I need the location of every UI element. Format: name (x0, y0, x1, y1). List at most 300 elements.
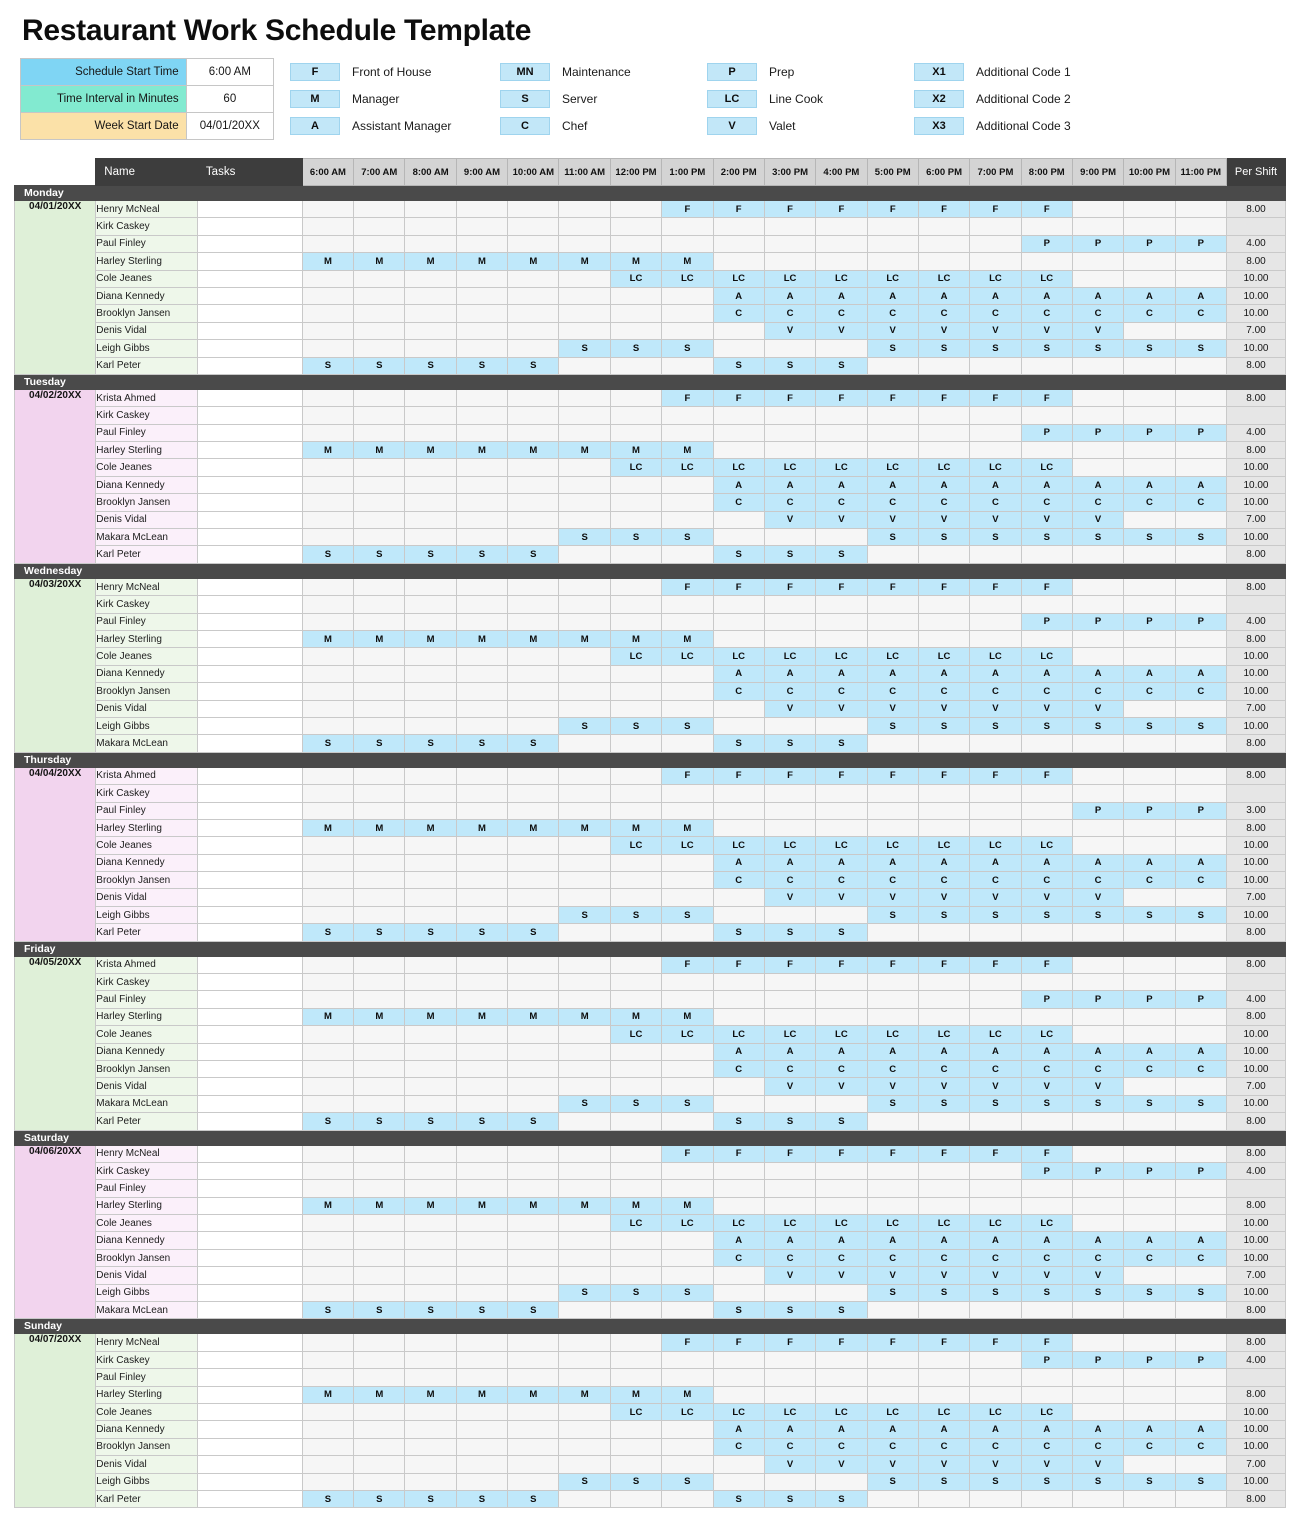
shift-slot[interactable] (354, 1078, 405, 1095)
shift-slot[interactable]: C (816, 1249, 867, 1266)
shift-slot[interactable]: M (559, 442, 610, 459)
shift-slot[interactable]: A (1124, 854, 1175, 871)
shift-slot[interactable] (610, 1334, 661, 1351)
shift-slot[interactable]: V (970, 700, 1021, 717)
shift-slot[interactable] (559, 305, 610, 322)
shift-slot[interactable]: S (405, 735, 456, 752)
shift-slot[interactable] (405, 1078, 456, 1095)
shift-slot[interactable] (1124, 889, 1175, 906)
shift-slot[interactable] (867, 1197, 918, 1214)
shift-slot[interactable] (354, 511, 405, 528)
shift-slot[interactable]: A (1175, 1232, 1226, 1249)
shift-slot[interactable]: S (662, 1473, 713, 1490)
shift-slot[interactable]: A (1175, 476, 1226, 493)
shift-slot[interactable]: A (816, 1421, 867, 1438)
employee-name[interactable]: Karl Peter (96, 357, 198, 374)
employee-tasks[interactable] (197, 1008, 302, 1025)
shift-slot[interactable] (662, 546, 713, 563)
shift-slot[interactable]: A (970, 665, 1021, 682)
shift-slot[interactable]: S (302, 546, 353, 563)
shift-slot[interactable]: A (816, 854, 867, 871)
shift-slot[interactable] (713, 802, 764, 819)
employee-tasks[interactable] (197, 1421, 302, 1438)
shift-slot[interactable]: S (456, 546, 507, 563)
shift-slot[interactable] (713, 1180, 764, 1197)
shift-slot[interactable] (1072, 1145, 1123, 1162)
shift-slot[interactable] (867, 218, 918, 235)
shift-slot[interactable]: M (610, 1386, 661, 1403)
shift-slot[interactable] (508, 235, 559, 252)
shift-slot[interactable] (1072, 1113, 1123, 1130)
shift-slot[interactable] (918, 424, 969, 441)
shift-slot[interactable] (508, 1078, 559, 1095)
shift-slot[interactable]: C (1175, 1060, 1226, 1077)
shift-slot[interactable] (1124, 837, 1175, 854)
shift-slot[interactable] (662, 785, 713, 802)
shift-slot[interactable]: M (302, 442, 353, 459)
shift-slot[interactable] (508, 974, 559, 991)
shift-slot[interactable]: S (1124, 1473, 1175, 1490)
shift-slot[interactable]: C (867, 683, 918, 700)
shift-slot[interactable]: P (1021, 613, 1072, 630)
shift-slot[interactable]: V (918, 889, 969, 906)
shift-slot[interactable]: S (662, 529, 713, 546)
shift-slot[interactable] (1124, 924, 1175, 941)
shift-slot[interactable]: V (918, 1078, 969, 1095)
shift-slot[interactable]: P (1021, 1162, 1072, 1179)
shift-slot[interactable] (918, 407, 969, 424)
shift-slot[interactable]: V (1072, 511, 1123, 528)
shift-slot[interactable] (559, 991, 610, 1008)
shift-slot[interactable]: LC (918, 270, 969, 287)
shift-slot[interactable]: M (662, 630, 713, 647)
shift-slot[interactable] (508, 1369, 559, 1386)
employee-tasks[interactable] (197, 924, 302, 941)
shift-slot[interactable] (405, 1369, 456, 1386)
shift-slot[interactable]: M (354, 1008, 405, 1025)
shift-slot[interactable]: S (1072, 340, 1123, 357)
shift-slot[interactable] (1072, 1215, 1123, 1232)
shift-slot[interactable]: V (1021, 889, 1072, 906)
employee-tasks[interactable] (197, 1267, 302, 1284)
shift-slot[interactable] (867, 1369, 918, 1386)
shift-slot[interactable]: S (918, 717, 969, 734)
employee-tasks[interactable] (197, 889, 302, 906)
shift-slot[interactable]: S (1021, 906, 1072, 923)
shift-slot[interactable]: P (1072, 991, 1123, 1008)
shift-slot[interactable]: S (456, 1113, 507, 1130)
shift-slot[interactable]: S (559, 1095, 610, 1112)
shift-slot[interactable] (918, 785, 969, 802)
employee-name[interactable]: Diana Kennedy (96, 1421, 198, 1438)
employee-name[interactable]: Diana Kennedy (96, 287, 198, 304)
shift-slot[interactable]: F (764, 956, 815, 973)
shift-slot[interactable]: C (918, 1249, 969, 1266)
shift-slot[interactable]: S (610, 1095, 661, 1112)
shift-slot[interactable] (1021, 1180, 1072, 1197)
shift-slot[interactable]: S (1021, 340, 1072, 357)
shift-slot[interactable] (456, 218, 507, 235)
shift-slot[interactable] (867, 1302, 918, 1319)
shift-slot[interactable] (1021, 735, 1072, 752)
shift-slot[interactable]: A (970, 287, 1021, 304)
shift-slot[interactable]: P (1021, 424, 1072, 441)
shift-slot[interactable] (354, 683, 405, 700)
shift-slot[interactable]: S (405, 1302, 456, 1319)
shift-slot[interactable]: A (1021, 287, 1072, 304)
employee-tasks[interactable] (197, 305, 302, 322)
employee-name[interactable]: Brooklyn Jansen (96, 872, 198, 889)
shift-slot[interactable] (1021, 1113, 1072, 1130)
shift-slot[interactable]: P (1021, 1351, 1072, 1368)
shift-slot[interactable]: LC (662, 1026, 713, 1043)
shift-slot[interactable] (764, 802, 815, 819)
shift-slot[interactable] (610, 578, 661, 595)
shift-slot[interactable]: C (970, 494, 1021, 511)
shift-slot[interactable] (405, 889, 456, 906)
shift-slot[interactable] (816, 1473, 867, 1490)
shift-slot[interactable] (508, 511, 559, 528)
shift-slot[interactable]: F (1021, 956, 1072, 973)
shift-slot[interactable] (456, 1145, 507, 1162)
shift-slot[interactable] (662, 683, 713, 700)
shift-slot[interactable]: F (816, 1145, 867, 1162)
shift-slot[interactable] (559, 511, 610, 528)
shift-slot[interactable]: A (816, 1043, 867, 1060)
shift-slot[interactable] (508, 1180, 559, 1197)
shift-slot[interactable] (867, 819, 918, 836)
shift-slot[interactable] (970, 802, 1021, 819)
employee-name[interactable]: Henry McNeal (96, 201, 198, 218)
shift-slot[interactable]: C (1175, 872, 1226, 889)
shift-slot[interactable]: M (456, 819, 507, 836)
shift-slot[interactable]: M (508, 442, 559, 459)
shift-slot[interactable]: A (1072, 1043, 1123, 1060)
shift-slot[interactable]: LC (918, 648, 969, 665)
shift-slot[interactable] (713, 1162, 764, 1179)
shift-slot[interactable] (918, 235, 969, 252)
shift-slot[interactable] (764, 1284, 815, 1301)
shift-slot[interactable]: C (867, 494, 918, 511)
shift-slot[interactable] (970, 596, 1021, 613)
shift-slot[interactable] (302, 683, 353, 700)
shift-slot[interactable] (713, 717, 764, 734)
shift-slot[interactable] (559, 1215, 610, 1232)
shift-slot[interactable] (970, 991, 1021, 1008)
shift-slot[interactable]: M (662, 253, 713, 270)
shift-slot[interactable] (508, 1162, 559, 1179)
shift-slot[interactable] (508, 872, 559, 889)
shift-slot[interactable] (302, 1334, 353, 1351)
shift-slot[interactable] (970, 613, 1021, 630)
employee-name[interactable]: Brooklyn Jansen (96, 305, 198, 322)
shift-slot[interactable]: LC (970, 459, 1021, 476)
shift-slot[interactable] (354, 1232, 405, 1249)
shift-slot[interactable] (1175, 974, 1226, 991)
shift-slot[interactable] (559, 1113, 610, 1130)
shift-slot[interactable]: S (764, 735, 815, 752)
shift-slot[interactable] (354, 974, 405, 991)
shift-slot[interactable] (405, 287, 456, 304)
shift-slot[interactable]: A (1175, 665, 1226, 682)
employee-tasks[interactable] (197, 1249, 302, 1266)
shift-slot[interactable]: C (970, 1060, 1021, 1077)
shift-slot[interactable]: LC (764, 1404, 815, 1421)
shift-slot[interactable] (456, 1456, 507, 1473)
shift-slot[interactable]: C (1175, 494, 1226, 511)
shift-slot[interactable] (1175, 578, 1226, 595)
shift-slot[interactable]: V (867, 700, 918, 717)
shift-slot[interactable]: S (1175, 529, 1226, 546)
shift-slot[interactable] (1124, 1490, 1175, 1507)
shift-slot[interactable] (662, 1162, 713, 1179)
shift-slot[interactable] (456, 494, 507, 511)
shift-slot[interactable] (456, 1473, 507, 1490)
shift-slot[interactable] (456, 322, 507, 339)
employee-tasks[interactable] (197, 974, 302, 991)
employee-tasks[interactable] (197, 1078, 302, 1095)
shift-slot[interactable] (662, 613, 713, 630)
shift-slot[interactable] (559, 889, 610, 906)
shift-slot[interactable] (970, 1351, 1021, 1368)
shift-slot[interactable] (970, 924, 1021, 941)
shift-slot[interactable] (918, 630, 969, 647)
shift-slot[interactable]: F (970, 201, 1021, 218)
employee-name[interactable]: Makara McLean (96, 735, 198, 752)
shift-slot[interactable] (354, 1026, 405, 1043)
shift-slot[interactable]: S (302, 1490, 353, 1507)
shift-slot[interactable] (867, 924, 918, 941)
shift-slot[interactable] (1072, 389, 1123, 406)
shift-slot[interactable] (302, 459, 353, 476)
employee-name[interactable]: Paul Finley (96, 991, 198, 1008)
employee-tasks[interactable] (197, 906, 302, 923)
shift-slot[interactable] (559, 613, 610, 630)
employee-tasks[interactable] (197, 424, 302, 441)
shift-slot[interactable]: S (559, 717, 610, 734)
shift-slot[interactable] (970, 974, 1021, 991)
employee-name[interactable]: Paul Finley (96, 235, 198, 252)
shift-slot[interactable]: P (1175, 1162, 1226, 1179)
shift-slot[interactable]: C (918, 305, 969, 322)
shift-slot[interactable]: C (816, 683, 867, 700)
shift-slot[interactable]: S (610, 1473, 661, 1490)
shift-slot[interactable] (302, 956, 353, 973)
shift-slot[interactable]: LC (764, 270, 815, 287)
employee-name[interactable]: Harley Sterling (96, 442, 198, 459)
shift-slot[interactable] (713, 1351, 764, 1368)
shift-slot[interactable]: M (456, 253, 507, 270)
shift-slot[interactable] (816, 1284, 867, 1301)
shift-slot[interactable]: P (1072, 1351, 1123, 1368)
shift-slot[interactable] (1175, 1404, 1226, 1421)
shift-slot[interactable] (559, 1060, 610, 1077)
shift-slot[interactable] (764, 529, 815, 546)
shift-slot[interactable]: LC (918, 837, 969, 854)
shift-slot[interactable]: LC (764, 648, 815, 665)
shift-slot[interactable] (354, 1267, 405, 1284)
shift-slot[interactable]: A (970, 854, 1021, 871)
shift-slot[interactable]: S (456, 1302, 507, 1319)
shift-slot[interactable] (559, 974, 610, 991)
shift-slot[interactable] (302, 665, 353, 682)
shift-slot[interactable] (1124, 956, 1175, 973)
shift-slot[interactable] (713, 442, 764, 459)
shift-slot[interactable]: A (1124, 1043, 1175, 1060)
shift-slot[interactable]: S (1021, 529, 1072, 546)
employee-tasks[interactable] (197, 1197, 302, 1214)
shift-slot[interactable]: LC (918, 1404, 969, 1421)
shift-slot[interactable]: A (1124, 287, 1175, 304)
shift-slot[interactable] (816, 1180, 867, 1197)
shift-slot[interactable] (302, 1351, 353, 1368)
shift-slot[interactable] (1124, 459, 1175, 476)
shift-slot[interactable]: V (1072, 1267, 1123, 1284)
shift-slot[interactable] (559, 494, 610, 511)
shift-slot[interactable]: F (1021, 389, 1072, 406)
shift-slot[interactable]: LC (713, 648, 764, 665)
shift-slot[interactable]: C (1021, 872, 1072, 889)
shift-slot[interactable]: S (764, 357, 815, 374)
shift-slot[interactable] (1021, 407, 1072, 424)
shift-slot[interactable]: S (867, 1095, 918, 1112)
shift-slot[interactable] (610, 974, 661, 991)
shift-slot[interactable]: F (816, 389, 867, 406)
shift-slot[interactable]: C (1021, 1249, 1072, 1266)
employee-name[interactable]: Karl Peter (96, 546, 198, 563)
shift-slot[interactable]: S (713, 735, 764, 752)
shift-slot[interactable]: LC (816, 648, 867, 665)
shift-slot[interactable]: LC (662, 459, 713, 476)
shift-slot[interactable] (970, 407, 1021, 424)
shift-slot[interactable] (918, 1490, 969, 1507)
shift-slot[interactable] (508, 424, 559, 441)
shift-slot[interactable]: C (816, 1060, 867, 1077)
shift-slot[interactable] (867, 1490, 918, 1507)
shift-slot[interactable] (713, 785, 764, 802)
shift-slot[interactable] (764, 1162, 815, 1179)
shift-slot[interactable] (508, 1404, 559, 1421)
shift-slot[interactable] (1072, 974, 1123, 991)
shift-slot[interactable] (918, 1351, 969, 1368)
shift-slot[interactable] (918, 735, 969, 752)
employee-name[interactable]: Paul Finley (96, 1180, 198, 1197)
shift-slot[interactable] (1021, 1386, 1072, 1403)
shift-slot[interactable] (1124, 767, 1175, 784)
employee-name[interactable]: Harley Sterling (96, 630, 198, 647)
shift-slot[interactable] (610, 767, 661, 784)
shift-slot[interactable] (1124, 1078, 1175, 1095)
shift-slot[interactable] (1124, 1267, 1175, 1284)
shift-slot[interactable] (456, 1232, 507, 1249)
shift-slot[interactable] (405, 305, 456, 322)
shift-slot[interactable] (610, 1490, 661, 1507)
shift-slot[interactable] (970, 735, 1021, 752)
shift-slot[interactable] (508, 270, 559, 287)
shift-slot[interactable] (867, 613, 918, 630)
shift-slot[interactable] (816, 1197, 867, 1214)
employee-tasks[interactable] (197, 1162, 302, 1179)
shift-slot[interactable] (559, 596, 610, 613)
shift-slot[interactable]: P (1175, 235, 1226, 252)
shift-slot[interactable] (764, 1180, 815, 1197)
shift-slot[interactable] (1175, 1197, 1226, 1214)
shift-slot[interactable]: F (970, 1334, 1021, 1351)
shift-slot[interactable] (405, 1043, 456, 1060)
shift-slot[interactable]: P (1175, 613, 1226, 630)
shift-slot[interactable] (354, 1351, 405, 1368)
shift-slot[interactable]: A (764, 1421, 815, 1438)
shift-slot[interactable]: S (354, 735, 405, 752)
shift-slot[interactable]: M (302, 1386, 353, 1403)
shift-slot[interactable]: S (970, 717, 1021, 734)
shift-slot[interactable] (405, 596, 456, 613)
shift-slot[interactable]: C (1124, 494, 1175, 511)
shift-slot[interactable]: S (816, 357, 867, 374)
shift-slot[interactable]: S (559, 340, 610, 357)
shift-slot[interactable] (610, 389, 661, 406)
shift-slot[interactable] (354, 218, 405, 235)
shift-slot[interactable]: LC (970, 1026, 1021, 1043)
shift-slot[interactable] (662, 218, 713, 235)
shift-slot[interactable]: V (764, 322, 815, 339)
shift-slot[interactable] (970, 1008, 1021, 1025)
shift-slot[interactable]: C (867, 1438, 918, 1455)
shift-slot[interactable]: S (713, 1302, 764, 1319)
employee-name[interactable]: Kirk Caskey (96, 1351, 198, 1368)
shift-slot[interactable] (354, 596, 405, 613)
shift-slot[interactable]: F (816, 767, 867, 784)
shift-slot[interactable]: F (918, 578, 969, 595)
shift-slot[interactable] (354, 1215, 405, 1232)
shift-slot[interactable] (1175, 767, 1226, 784)
shift-slot[interactable]: P (1072, 1162, 1123, 1179)
employee-tasks[interactable] (197, 476, 302, 493)
shift-slot[interactable] (918, 1113, 969, 1130)
shift-slot[interactable]: P (1124, 424, 1175, 441)
shift-slot[interactable] (662, 1302, 713, 1319)
shift-slot[interactable]: V (1072, 889, 1123, 906)
shift-slot[interactable] (405, 1026, 456, 1043)
shift-slot[interactable] (662, 1490, 713, 1507)
shift-slot[interactable] (867, 596, 918, 613)
shift-slot[interactable] (456, 1095, 507, 1112)
shift-slot[interactable]: S (1124, 340, 1175, 357)
shift-slot[interactable]: S (970, 1284, 1021, 1301)
shift-slot[interactable] (1124, 546, 1175, 563)
shift-slot[interactable] (302, 1267, 353, 1284)
shift-slot[interactable] (713, 407, 764, 424)
shift-slot[interactable]: C (918, 1438, 969, 1455)
shift-slot[interactable]: A (867, 1421, 918, 1438)
shift-slot[interactable] (610, 1162, 661, 1179)
shift-slot[interactable]: P (1175, 991, 1226, 1008)
shift-slot[interactable]: S (1021, 1473, 1072, 1490)
shift-slot[interactable] (405, 1284, 456, 1301)
shift-slot[interactable] (1175, 322, 1226, 339)
shift-slot[interactable]: S (867, 906, 918, 923)
employee-name[interactable]: Kirk Caskey (96, 1162, 198, 1179)
shift-slot[interactable]: M (302, 253, 353, 270)
shift-slot[interactable]: F (918, 201, 969, 218)
shift-slot[interactable] (456, 837, 507, 854)
shift-slot[interactable] (405, 578, 456, 595)
shift-slot[interactable]: S (1072, 1284, 1123, 1301)
shift-slot[interactable] (816, 717, 867, 734)
shift-slot[interactable]: M (610, 630, 661, 647)
shift-slot[interactable]: LC (970, 1215, 1021, 1232)
shift-slot[interactable] (1124, 596, 1175, 613)
